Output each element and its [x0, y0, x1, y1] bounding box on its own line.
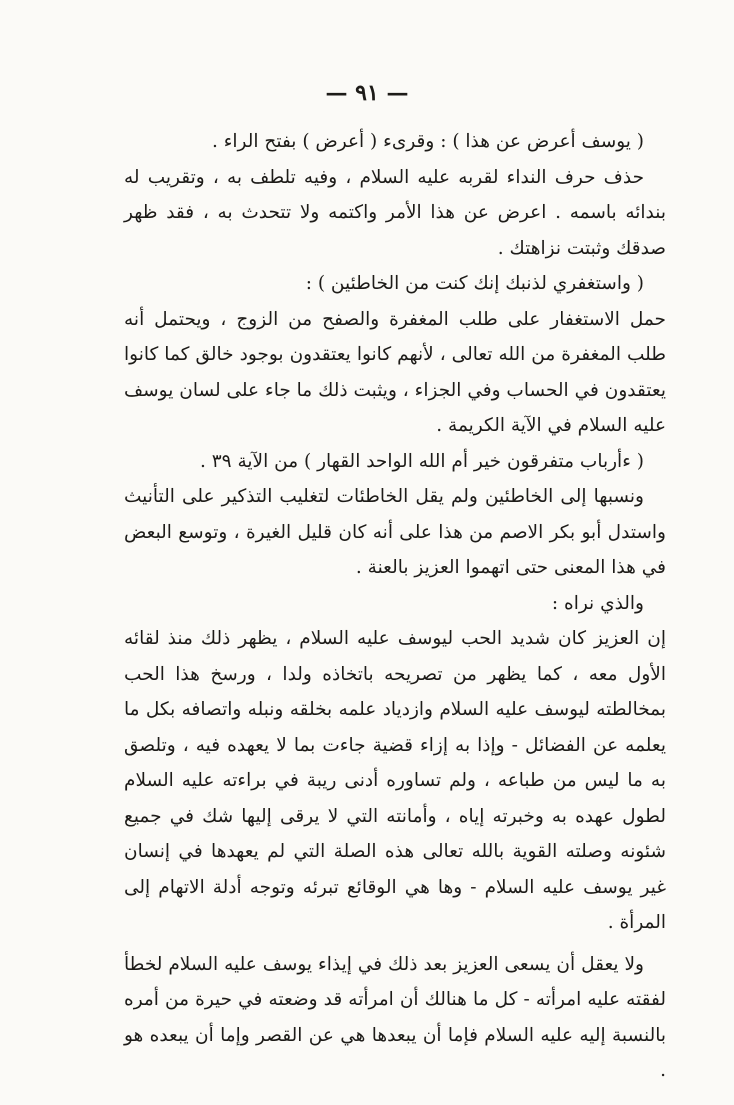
paragraph-subheading: والذي نراه : — [551, 592, 644, 614]
page-number: — ٩١ — — [325, 80, 409, 106]
paragraph: ونسبها إلى الخاطئين ولم يقل الخاطئات لتغليب التذكير على التأنيث واستدل أبو بكر الاصم من هذا على أنه كان قليل الغيرة ، وتوسع البعض في هذا المعنى حتى اتهموا العزيز بالعنة . — [124, 486, 666, 578]
paragraph-verse-heading-1: ( يوسف أعرض عن هذا ) : وقرىء ( أعرض ) بفتح الراء . — [211, 131, 644, 152]
paragraph: حذف حرف النداء لقربه عليه السلام ، وفيه تلطف به ، وتقريب له بندائه باسمه . اعرض عن هذا الأمر واكتمه ولا تتحدث به ، فقد ظهر صدقك وثبتت نزاهتك . — [124, 166, 666, 259]
paragraph-verse-quote: ( ءأرباب متفرقون خير أم الله الواحد القهار ) من الآية ٣٩ . — [199, 450, 644, 472]
page-text — [124, 124, 666, 1089]
paragraph: حمل الاستغفار على طلب المغفرة والصفح من الزوج ، ويحتمل أنه طلب المغفرة من الله تعالى ، لأنهم كانوا يعتقدون بوجود خالق كما كانوا يعتقدون في الحساب وفي الجزاء ، ويثبت ذلك ما جاء على لسان يوسف عليه السلام في الآية الكريمة . — [124, 308, 666, 436]
paragraph: ولا يعقل أن يسعى العزيز بعد ذلك في إيذاء يوسف عليه السلام لخطأ لفقته عليه امرأته - كل ما هنالك أن امرأته قد وضعته في حيرة من أمره بالنسبة إليه عليه السلام فإما أن يبعدها هي عن القصر وإما أن يبعده هو . — [124, 953, 666, 1081]
paragraph: إن العزيز كان شديد الحب ليوسف عليه السلام ، يظهر ذلك منذ لقائه الأول معه ، كما يظهر من تصريحه باتخاذه ولدا ، ورسخ هذا الحب بمخالطته ليوسف عليه السلام وازدياد علمه بخلقه ونبله واتصافه بكل ما يعلمه عن الفضائل - وإذا به إزاء قضية جاءت بما لا يعهده فيه ، وتلصق به ما ليس من طباعه ، ولم تساوره أدنى ريبة في براءته عليه السلام لطول عهده به وخبرته إياه ، وأمانته التي لا يرقى إليها شك في جميع شئونه وصلته القوية بالله تعالى هذه الصلة التي لم يعهدها في إنسان غير يوسف عليه السلام - وها هي الوقائع تبرئه وتوجه أدلة الاتهام إلى المرأة . — [124, 628, 666, 933]
paragraph-verse-heading-2: ( واستغفري لذنبك إنك كنت من الخاطئين ) : — [305, 273, 644, 294]
